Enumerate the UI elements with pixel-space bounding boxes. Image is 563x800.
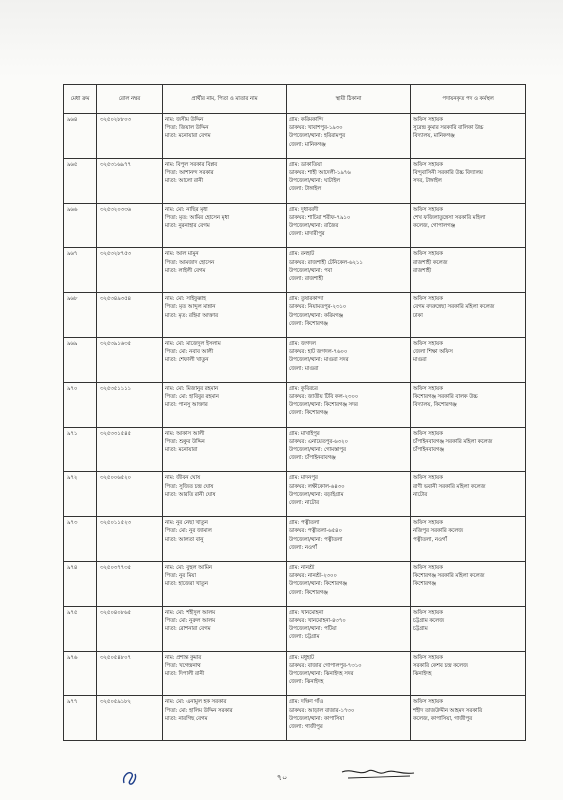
candidate-name-cell	[163, 696, 287, 741]
serial-cell: ৯৬৪	[64, 114, 97, 159]
serial-cell: ৯৬৭	[64, 248, 97, 293]
name-line: নাম: মো: এনামুল হক সরকার	[165, 699, 227, 706]
address-line: গ্রাম: রনহাট	[289, 251, 315, 258]
candidate-table	[63, 84, 526, 741]
posting-line: চাঁপাইনবাবগঞ্জ সরকারি মহিলা কলেজ	[413, 438, 493, 445]
roll-number-cell: ৩২৫৩২৮৭৫৩	[97, 248, 163, 293]
name-line: নাম: আকাস আলী	[165, 430, 205, 437]
address-line: উপজেলা/থানা: কিশোরগঞ্জ	[289, 581, 347, 588]
address-line: গ্রাম: তুষারকান্দা	[289, 296, 324, 303]
name-line: নাম: বিপুল সরকার বিপ্লব	[165, 161, 218, 168]
right-signature	[340, 762, 418, 784]
header-name: প্রার্থীর নাম, পিতা ও মাতার নাম	[163, 85, 287, 114]
posting-cell	[411, 382, 526, 427]
posting-line: সুরেন্দ্র কুমার সরকারি বালিকা উচ্চ	[413, 125, 484, 132]
table-row	[64, 114, 526, 159]
address-line: গ্রাম: মাদনপুর	[289, 475, 318, 482]
candidate-name-cell	[163, 517, 287, 562]
address-line: জেলা: ঝিনাইদহ	[289, 679, 324, 686]
address-line: ডাকঘর: বাজার গোপালপুর-৭৩১০	[289, 662, 362, 669]
address-line: ডাকঘর: লক্ষীকোল-৬৪৩০	[289, 483, 345, 490]
posting-line: অফিস সহায়ক	[413, 385, 443, 392]
table-row	[64, 158, 526, 203]
posting-line: চট্টগ্রাম কলেজ	[413, 617, 444, 624]
serial-cell: ৯৭৪	[64, 561, 97, 606]
address-line: উপজেলা/থানা: বড়াইগ্রাম	[289, 491, 344, 498]
name-line: পিতা: মৃত আব্দুল মান্নান	[165, 304, 216, 311]
posting-line: কলেজ, গোপালগঞ্জ	[413, 223, 456, 229]
name-line: নাম: মো: সাইফুল্লাহ	[165, 296, 206, 303]
permanent-address-cell	[287, 114, 411, 159]
permanent-address-cell	[287, 337, 411, 382]
posting-line: সরকারি কেশব চন্দ্র কলেজ	[413, 662, 468, 669]
name-line: পিতা: আমজাদ হোসেন	[165, 259, 215, 266]
candidate-name-cell	[163, 293, 287, 338]
name-line: নাম: মো: মাজেদুল ইসলাম	[165, 340, 221, 347]
candidate-name-cell	[163, 472, 287, 517]
address-line: গ্রাম: পত্নীতলা	[289, 520, 320, 527]
address-line: জেলা: মাদারীপুর	[289, 231, 325, 238]
address-line: উপজেলা/থানা: পবা	[289, 267, 333, 274]
table-header-row	[64, 85, 526, 114]
candidate-name-cell	[163, 427, 287, 472]
name-line: মাতা: মনোয়ারা বেগম	[165, 133, 211, 140]
address-line: উপজেলা/থানা: গোমস্তাপুর	[289, 446, 346, 453]
posting-line: জেলা শিক্ষা অফিস	[413, 349, 453, 356]
permanent-address-cell	[287, 561, 411, 606]
posting-cell	[411, 651, 526, 696]
posting-line: বিদ্যালয়, কিশোরগঞ্জ	[413, 402, 457, 409]
posting-line: চাঁপাইনবাবগঞ্জ	[413, 446, 444, 453]
name-line: নাম: জীবন ঘোষ	[165, 475, 201, 482]
permanent-address-cell	[287, 203, 411, 248]
address-line: উপজেলা/থানা: পত্নীতলা	[289, 536, 343, 543]
posting-line: অফিস সহায়ক	[413, 251, 443, 258]
permanent-address-cell	[287, 517, 411, 562]
address-line: ডাকঘর: আড়াল বাজার-১৭৩০	[289, 707, 355, 714]
name-line: মাতা: পানসু আক্তার	[165, 402, 208, 409]
permanent-address-cell	[287, 427, 411, 472]
posting-line: রাণী ভবানী সরকারি মহিলা কলেজ	[413, 483, 486, 490]
posting-line: বেগম বদরুন্নেছা সরকারি মহিলা কলেজ	[413, 304, 495, 311]
permanent-address-cell	[287, 293, 411, 338]
posting-cell	[411, 337, 526, 382]
posting-line: অফিস সহায়ক	[413, 296, 443, 303]
address-line: জেলা: মানিকগঞ্জ	[289, 141, 326, 148]
roll-number-cell: ৩২৫০১১৫২৩	[97, 517, 163, 562]
name-line: পিতা: মো: নবাব আলী	[165, 349, 214, 356]
address-line: ডাকঘর: খাবাশপুর-১৯৩০	[289, 125, 343, 132]
address-line: উপজেলা/থানা: রাজৈর	[289, 223, 339, 229]
roll-number-cell: ৩২৫৩২০৩৩৬	[97, 203, 163, 248]
page-number: ৭০	[276, 773, 288, 782]
posting-cell	[411, 561, 526, 606]
posting-line: ঢাকা	[413, 312, 423, 319]
roll-number-cell: ৩২৫৩৩১৫৪৫	[97, 427, 163, 472]
roll-number-cell: ৩২৫৩৪৯৩৫৪	[97, 293, 163, 338]
name-line: পিতা: মৃত: আমির হোসেন মৃধা	[165, 214, 230, 221]
address-line: ডাকঘর: রাজশাহী টেনিকেল-৬২১১	[289, 259, 363, 266]
roll-number-cell: ৩২৫০৪০৮৬৫	[97, 606, 163, 651]
name-line: মাতা: রোশনারা বেগম	[165, 626, 211, 633]
roll-number-cell: ৩২৫০৩৭৭৩৫	[97, 561, 163, 606]
posting-cell	[411, 606, 526, 651]
address-line: গ্রাম: কুবিরচর	[289, 385, 318, 392]
address-line: ডাকঘর: হাট জগদল-৭৬০০	[289, 349, 348, 356]
name-line: নাম: মো: শহীদুল আলম	[165, 609, 216, 616]
address-line: গ্রাম: করিমকান্দি	[289, 117, 323, 123]
posting-line: অফিস সহায়ক	[413, 609, 443, 616]
name-line: নাম: মো: বুহুল আমিন	[165, 564, 212, 571]
name-line: মাতা: আলতা বানু	[165, 536, 204, 543]
scan-shadow	[0, 0, 563, 78]
name-line: নাম: আল মামুন	[165, 251, 199, 258]
address-line: ডাকঘর: নানশ্রী-২৩০০	[289, 573, 337, 580]
address-line: গ্রাম: দক্ষিণ গাঁও	[289, 699, 324, 706]
posting-cell	[411, 114, 526, 159]
name-line: মাতা: হাজেরা খাতুন	[165, 581, 208, 588]
posting-line: অফিস সহায়ক	[413, 475, 443, 482]
name-line: পিতা: আশানন্দ সরকার	[165, 170, 214, 176]
name-line: নাম: মো: মিজানুর রহমান	[165, 385, 219, 392]
table-row	[64, 517, 526, 562]
posting-line: পত্নীতলা, নওগাঁ	[413, 536, 447, 543]
serial-cell: ৯৭৩	[64, 517, 97, 562]
address-line: উপজেলা/থানা: করিমগঞ্জ	[289, 312, 344, 319]
candidate-name-cell	[163, 651, 287, 696]
table-row	[64, 696, 526, 741]
header-posting: পদায়নকৃত পদ ও কর্মস্থল	[411, 85, 526, 114]
posting-cell	[411, 248, 526, 293]
address-line: ডাকঘর: শাহী আদেলী-১৯৭৬	[289, 170, 351, 176]
address-line: জেলা: রাজশাহী	[289, 276, 323, 282]
name-line: নাম: জসীম উদ্দিন	[165, 117, 204, 123]
table-row	[64, 337, 526, 382]
name-line: নাম: মো: নাছির মৃধা	[165, 206, 208, 213]
posting-line: ঝিনাইদহ	[413, 670, 432, 677]
header-roll: রোল নম্বর	[97, 85, 163, 114]
candidate-name-cell	[163, 606, 287, 651]
permanent-address-cell	[287, 651, 411, 696]
name-line: মাতা: মনোয়ারা	[165, 446, 198, 453]
posting-line: অফিস সহায়ক	[413, 564, 443, 571]
address-line: জেলা: কিশোরগঞ্জ	[289, 410, 328, 417]
address-line: জেলা: নাটোর	[289, 499, 320, 506]
posting-line: মাগুরা	[413, 357, 427, 364]
serial-cell: ৯৬৮	[64, 293, 97, 338]
roll-number-cell: ৩২৫০৫৪৮০৭	[97, 651, 163, 696]
address-line: গ্রাম: খানমোহনা	[289, 609, 324, 616]
posting-line: কিশোরগঞ্জ সরকারি বালক উচ্চ	[413, 393, 478, 400]
address-line: উপজেলা/থানা: ঘাটাইল	[289, 178, 340, 185]
name-line: পিতা: মো: হালিম উদ্দিন সরকার	[165, 707, 233, 714]
table-row	[64, 382, 526, 427]
posting-line: অফিস সহায়ক	[413, 340, 443, 347]
name-line: মাতা: আরতি রানী ঘোষ	[165, 491, 216, 498]
serial-cell: ৯৬৯	[64, 337, 97, 382]
name-line: পিতা: সুজিত চন্দ্র ঘোষ	[165, 483, 214, 490]
serial-cell: ৯৭১	[64, 427, 97, 472]
posting-cell	[411, 427, 526, 472]
left-initial-signature	[120, 766, 142, 788]
roll-number-cell: ৩২৫৩৫১১১১	[97, 382, 163, 427]
posting-line: বিদ্যালয়, মানিকগঞ্জ	[413, 133, 455, 140]
table-row	[64, 561, 526, 606]
candidate-name-cell	[163, 337, 287, 382]
roll-number-cell: ৩২৫০২৮৮০৩	[97, 114, 163, 159]
posting-line: কিশোরগঞ্জ সরকারি মহিলা কলেজ	[413, 573, 485, 580]
address-line: ডাকঘর: জাতীয় টিবি কল-২৩০০	[289, 393, 359, 400]
posting-line: রাজশাহী	[413, 267, 432, 274]
address-line: জেলা: কিশোরগঞ্জ	[289, 320, 328, 327]
posting-cell	[411, 203, 526, 248]
table-row	[64, 651, 526, 696]
serial-cell: ৯৭৬	[64, 651, 97, 696]
permanent-address-cell	[287, 248, 411, 293]
posting-cell	[411, 472, 526, 517]
posting-line: শহীদ তাজউদ্দীন আহমদ সরকারি	[413, 707, 483, 714]
address-line: উপজেলা/থানা: মাগুরা সদর	[289, 357, 349, 364]
posting-line: কিশোরগঞ্জ	[413, 581, 436, 588]
address-line: জেলা: চট্টগ্রাম	[289, 634, 320, 641]
name-line: মাতা: মৃত: রহিমা আক্তার	[165, 312, 218, 319]
permanent-address-cell	[287, 158, 411, 203]
posting-line: শেখ ফজিলাতুন্নেসা সরকারি মহিলা	[413, 214, 486, 221]
posting-line: নাটোর	[413, 491, 428, 498]
address-line: উপজেলা/থানা: কাপাসিয়া	[289, 715, 345, 722]
posting-line: নজিপুর সরকারি কলেজ	[413, 528, 463, 535]
name-line: মাতা: দিপালী রানী	[165, 670, 205, 677]
address-line: ডাকঘর: শাচিয়া শরীফ-৭৯১০	[289, 214, 351, 221]
posting-line: অফিস সহায়ক	[413, 206, 443, 213]
address-line: জেলা: গাজীপুর	[289, 723, 323, 730]
address-line: গ্রাম: ডাকাতিয়া	[289, 161, 322, 168]
address-line: গ্রাম: মাখাইপুর	[289, 430, 320, 437]
serial-cell: ৯৭৭	[64, 696, 97, 741]
address-line: জেলা: মাগুরা	[289, 365, 319, 372]
permanent-address-cell	[287, 696, 411, 741]
name-line: পিতা: শুকুর উদ্দিন	[165, 438, 205, 445]
serial-cell: ৯৬৫	[64, 158, 97, 203]
serial-cell: ৯৬৬	[64, 203, 97, 248]
table-row	[64, 606, 526, 651]
header-address: স্থায়ী ঠিকানা	[287, 85, 411, 114]
serial-cell: ৯৭২	[64, 472, 97, 517]
table-row	[64, 293, 526, 338]
address-line: উপজেলা/থানা: কিশোরগঞ্জ সদর	[289, 402, 358, 409]
posting-cell	[411, 158, 526, 203]
table-row	[64, 203, 526, 248]
posting-line: অফিস সহায়ক	[413, 117, 443, 123]
name-line: মাতা: লাইলী বেগম	[165, 267, 206, 274]
roll-number-cell: ৩২৫০৫৯১৮২	[97, 696, 163, 741]
name-line: পিতা: নুর মিয়া	[165, 573, 196, 580]
name-line: পিতা: খগেন্দ্রনাথ	[165, 662, 201, 669]
address-line: জেলা: নওগাঁ	[289, 544, 317, 551]
candidate-name-cell	[163, 114, 287, 159]
roll-number-cell: ৩২৫৩১৬৯৭৭	[97, 158, 163, 203]
posting-line: সদর, টাঙ্গাইল	[413, 178, 442, 185]
address-line: ডাকঘর: খানমোহনা-৪৩৭০	[289, 617, 346, 624]
posting-cell	[411, 696, 526, 741]
permanent-address-cell	[287, 382, 411, 427]
posting-line: অফিস সহায়ক	[413, 161, 443, 168]
address-line: গ্রাম: দুধাবরদী	[289, 206, 319, 213]
name-line: পিতা: মো: নুর জামাল	[165, 528, 212, 535]
posting-line: অফিস সহায়ক	[413, 699, 443, 706]
name-line: মাতা: আলো রানী	[165, 178, 204, 185]
address-line: জেলা: চাঁপাইনবাবগঞ্জ	[289, 455, 336, 462]
name-line: নাম: প্রশান্ত কুমার	[165, 654, 202, 661]
name-line: মাতা: নারগিছ বেগম	[165, 715, 208, 722]
candidate-name-cell	[163, 382, 287, 427]
address-line: গ্রাম: জগদল	[289, 340, 316, 347]
posting-line: অফিস সহায়ক	[413, 654, 443, 661]
roll-number-cell: ৩২৫৩৯১৬৩৫	[97, 337, 163, 382]
posting-line: বিন্দুবাসিনী সরকারি উচ্চ বিদ্যালয়	[413, 170, 483, 176]
address-line: ডাকঘর: নিয়ামতপুর-২৩১০	[289, 304, 347, 311]
address-line: জেলা: কিশোরগঞ্জ	[289, 589, 328, 596]
address-line: উপজেলা/থানা: হরিরামপুর	[289, 133, 346, 140]
table-row	[64, 427, 526, 472]
name-line: মাতা: শেফালী খাতুন	[165, 357, 209, 364]
name-line: নাম: নুর নেছা খাতুন	[165, 520, 208, 527]
candidate-name-cell	[163, 561, 287, 606]
header-serial: মেধা ক্রম	[64, 85, 97, 114]
posting-line: অফিস সহায়ক	[413, 430, 443, 437]
permanent-address-cell	[287, 472, 411, 517]
candidate-name-cell	[163, 158, 287, 203]
name-line: পিতা: মো: নুরুল আলম	[165, 617, 216, 624]
candidate-name-cell	[163, 203, 287, 248]
address-line: উপজেলা/থানা: পটিয়া	[289, 626, 337, 633]
address-line: উপজেলা/থানা: ঝিনাইদহ সদর	[289, 670, 354, 677]
name-line: পিতা: মো: হাবিবুর রহমান	[165, 393, 219, 400]
name-line: মাতা: নুরনাহার বেগম	[165, 223, 210, 229]
posting-cell	[411, 293, 526, 338]
name-line: পিতা: জিয়াল উদ্দিন	[165, 125, 209, 132]
address-line: জেলা: টাঙ্গাইল	[289, 186, 322, 193]
address-line: গ্রাম: মধুহাট	[289, 654, 315, 661]
table-row	[64, 472, 526, 517]
posting-line: চট্টগ্রাম	[413, 626, 428, 633]
posting-line: অফিস সহায়ক	[413, 520, 443, 527]
roll-number-cell: ৩২৫০০৬৫২০	[97, 472, 163, 517]
serial-cell: ৯৭০	[64, 382, 97, 427]
posting-cell	[411, 517, 526, 562]
permanent-address-cell	[287, 606, 411, 651]
posting-line: কলেজ, কাপাসিয়া, গাজীপুর	[413, 715, 473, 722]
table-row	[64, 248, 526, 293]
address-line: গ্রাম: নানশ্রী	[289, 564, 315, 571]
address-line: ডাকঘর: পত্নীতলা-৬৫৪০	[289, 528, 342, 535]
address-line: ডাকঘর: এনায়েতপুর-৬৩২০	[289, 438, 348, 445]
serial-cell: ৯৭৫	[64, 606, 97, 651]
candidate-name-cell	[163, 248, 287, 293]
posting-line: রাজশাহী কলেজ	[413, 259, 448, 266]
